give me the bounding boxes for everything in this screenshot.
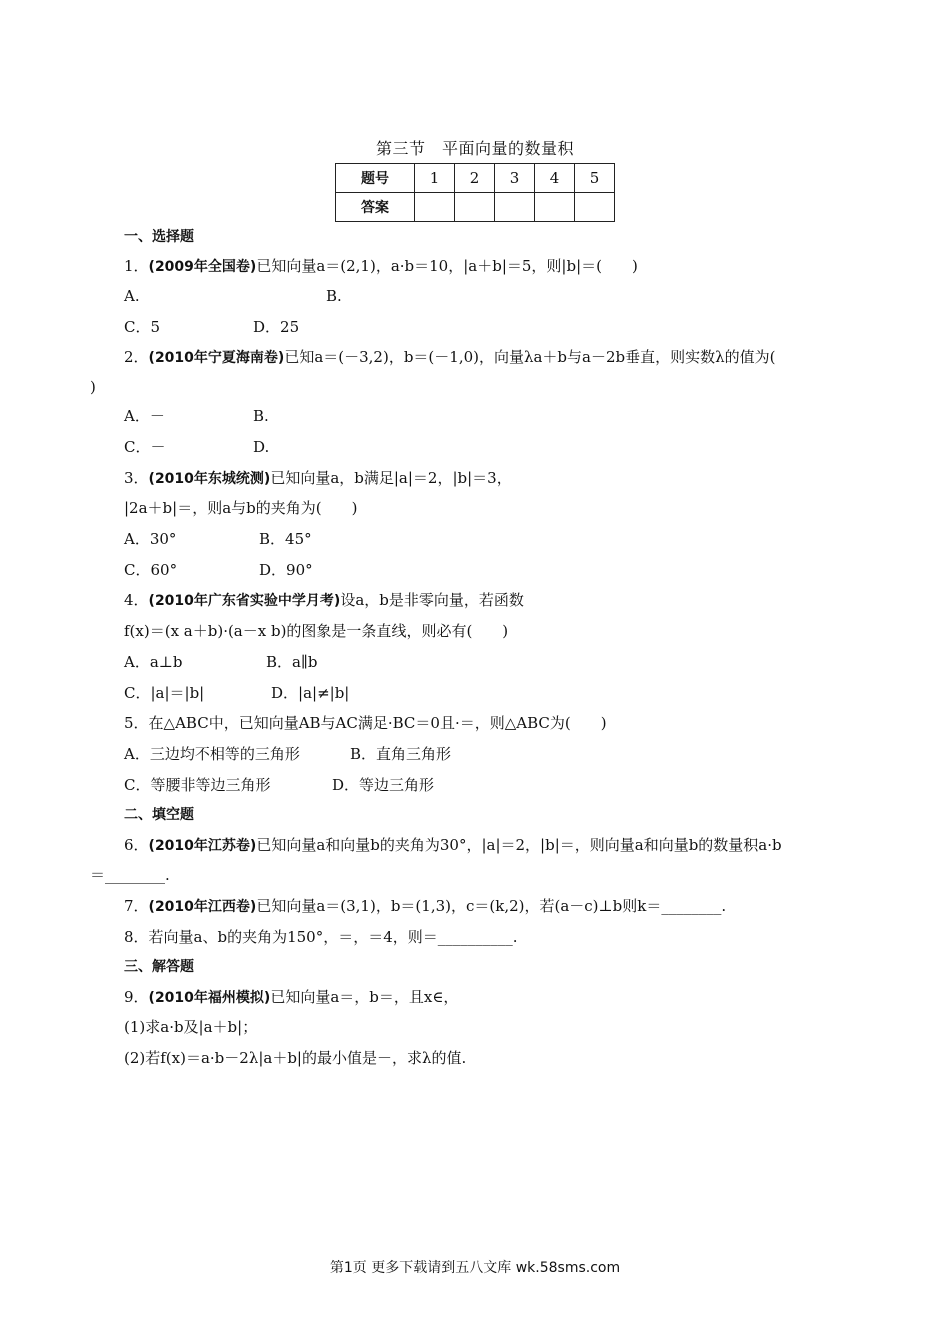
answer-table-header-row — [336, 164, 615, 193]
question-number-cell: 1 — [415, 164, 455, 193]
question-number: 3． — [124, 469, 149, 487]
question-source: (2009年全国卷) — [148, 259, 257, 275]
question-number: 2． — [124, 348, 149, 366]
question-number-cell: 3 — [495, 164, 535, 193]
answer-header: 答案 — [336, 193, 415, 222]
option-a: A．30° — [124, 530, 177, 548]
question-number: 1． — [124, 257, 149, 275]
option-c: C．5 — [124, 318, 161, 336]
option-d: D．25 — [253, 318, 300, 336]
question-source: (2010年江苏卷) — [148, 838, 257, 854]
question-continuation: ) — [90, 378, 96, 396]
question-number-cell: 5 — [575, 164, 615, 193]
question-7 — [124, 896, 726, 917]
option-a: A．－ — [124, 407, 165, 425]
question-6 — [124, 835, 782, 856]
question-number-header: 题号 — [336, 164, 415, 193]
question-source: (2010年广东省实验中学月考) — [148, 593, 341, 609]
question-number: 7． — [124, 897, 149, 915]
question-number: 6． — [124, 836, 149, 854]
option-c: C．60° — [124, 561, 178, 579]
question-source: (2010年福州模拟) — [148, 990, 271, 1006]
question-text: 设a，b是非零向量，若函数 — [340, 591, 524, 609]
question-1 — [124, 256, 638, 277]
question-5: 5．在△ABC中，已知向量AB与AC满足·BC＝0且·＝，则△ABC为( ) — [124, 714, 607, 732]
option-c: C．|a|＝|b| — [124, 684, 205, 702]
option-a: A．a⊥b — [124, 653, 183, 671]
question-part-1: (1)求a·b及|a＋b|； — [124, 1018, 258, 1036]
option-b: B. — [253, 407, 269, 425]
page-title: 第三节 平面向量的数量积 — [375, 139, 574, 158]
question-continuation: f(x)＝(x a＋b)·(a－x b)的图象是一条直线，则必有( ) — [124, 622, 509, 640]
option-a: A. — [124, 287, 140, 305]
section-heading-solve: 三、解答题 — [124, 959, 194, 975]
option-d: D．90° — [259, 561, 313, 579]
question-text: 已知向量a和向量b的夹角为30°，|a|＝2，|b|＝，则向量a和向量b的数量积a·b — [256, 836, 782, 854]
page-footer: 第1页 更多下载请到五八文库 wk.58sms.com — [329, 1260, 621, 1276]
question-number-cell: 2 — [455, 164, 495, 193]
question-number: 9． — [124, 988, 149, 1006]
option-a: A．三边均不相等的三角形 — [124, 745, 300, 763]
answer-cell — [455, 193, 495, 222]
question-text: 已知a＝(－3,2)，b＝(－1,0)，向量λa＋b与a－2b垂直，则实数λ的值为( — [284, 348, 776, 366]
question-source: (2010年江西卷) — [148, 899, 257, 915]
answer-cell — [575, 193, 615, 222]
option-c: C．等腰非等边三角形 — [124, 776, 271, 794]
option-d: D. — [253, 438, 270, 456]
question-4 — [124, 590, 524, 611]
question-text: 已知向量a，b满足|a|＝2，|b|＝3， — [270, 469, 512, 487]
option-d: D．等边三角形 — [332, 776, 435, 794]
question-continuation: ＝________. — [90, 866, 170, 884]
answer-cell — [535, 193, 575, 222]
question-2 — [124, 347, 775, 368]
option-c: C．－ — [124, 438, 166, 456]
question-source: (2010年东城统测) — [148, 471, 271, 487]
question-text: 已知向量a＝，b＝，且x∈， — [270, 988, 459, 1006]
answer-table-answer-row — [336, 193, 615, 222]
section-heading-fill: 二、填空题 — [124, 807, 194, 823]
question-9 — [124, 987, 458, 1008]
option-b: B．a∥b — [266, 653, 318, 671]
option-b: B．45° — [259, 530, 312, 548]
section-heading-choice: 一、选择题 — [124, 229, 194, 245]
option-d: D．|a|≠|b| — [271, 684, 350, 702]
question-number: 4． — [124, 591, 149, 609]
question-source: (2010年宁夏海南卷) — [148, 350, 285, 366]
option-b: B．直角三角形 — [350, 745, 452, 763]
question-3 — [124, 468, 512, 489]
question-text: 已知向量a＝(2,1)，a·b＝10，|a＋b|＝5，则|b|＝( ) — [256, 257, 638, 275]
answer-cell — [415, 193, 455, 222]
answer-table — [335, 163, 615, 222]
answer-cell — [495, 193, 535, 222]
question-part-2: (2)若f(x)＝a·b－2λ|a＋b|的最小值是－，求λ的值. — [124, 1049, 467, 1067]
question-8: 8．若向量a、b的夹角为150°，＝，＝4，则＝__________. — [124, 928, 518, 946]
question-text: 已知向量a＝(3,1)，b＝(1,3)，c＝(k,2)，若(a－c)⊥b则k＝________. — [256, 897, 727, 915]
question-continuation: |2a＋b|＝，则a与b的夹角为( ) — [124, 499, 358, 517]
option-b: B. — [326, 287, 342, 305]
question-number-cell: 4 — [535, 164, 575, 193]
